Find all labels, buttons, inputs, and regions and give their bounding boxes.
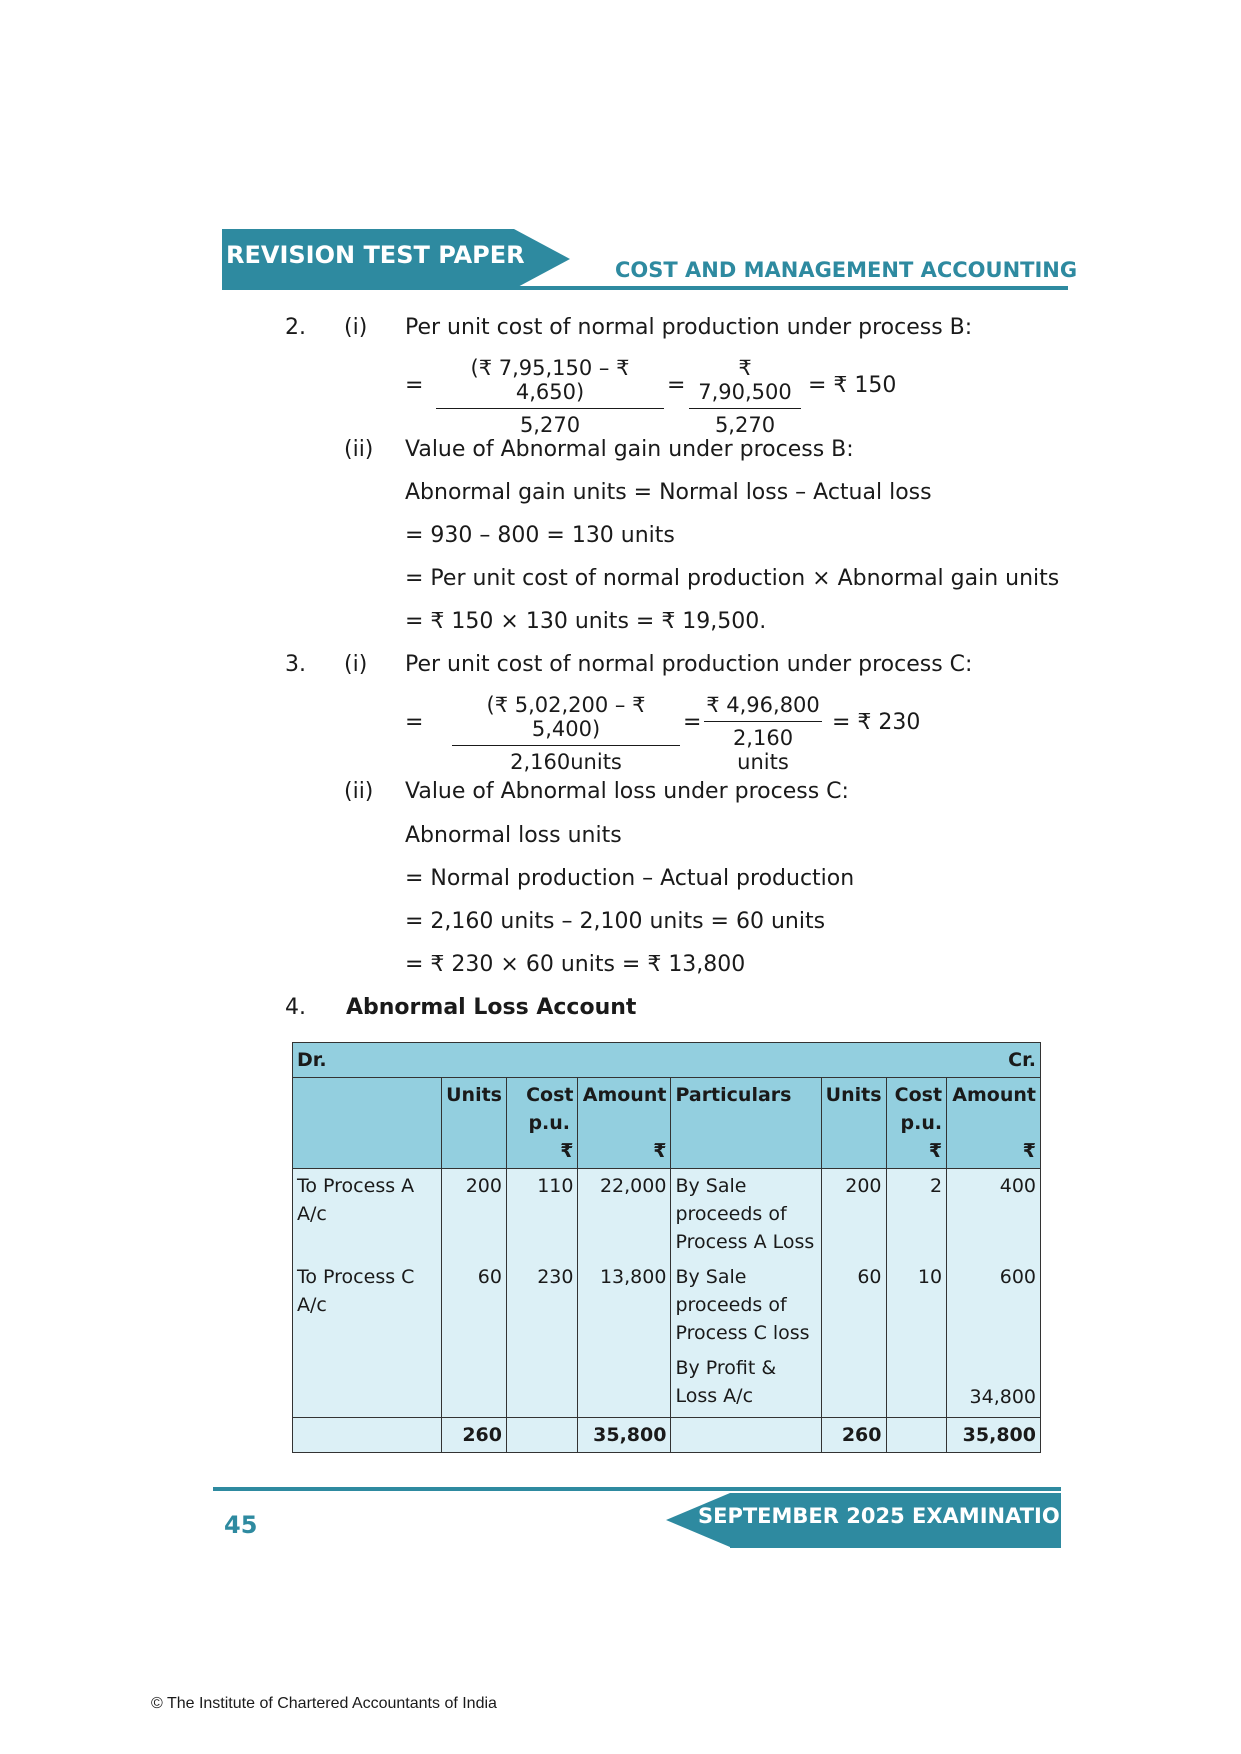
header-right-title: COST AND MANAGEMENT ACCOUNTING (615, 258, 1078, 282)
total-blank-1 (293, 1418, 442, 1453)
q2-ii-line-3: = Per unit cost of normal production × Abnormal gain units (405, 566, 1060, 591)
header-left-title: REVISION TEST PAPER (226, 241, 525, 269)
credit-row-1-amount: 400 (999, 1175, 1036, 1197)
header-rule (222, 286, 1068, 290)
header-cost-cr: Cost p.u. ₹ (886, 1078, 947, 1169)
debit-row-2-cost: 230 (537, 1266, 574, 1288)
q3-i-fraction-2 (704, 693, 822, 774)
q4-title: Abnormal Loss Account (346, 995, 637, 1020)
q3-ii-label: (ii) (344, 779, 374, 804)
debit-row-2-amount: 13,800 (599, 1266, 667, 1288)
credit-row-1-units: 200 (845, 1175, 882, 1197)
q3-i-fraction-1 (452, 693, 680, 774)
q2-ii-line-4: = ₹ 150 × 130 units = ₹ 19,500. (405, 609, 767, 634)
q3-i-equals: = (405, 710, 424, 735)
total-dr-amount: 35,800 (578, 1418, 671, 1453)
cr-label: Cr. (1008, 1049, 1036, 1071)
header-amount-dr: Amount ₹ (578, 1078, 671, 1169)
q3-ii-line-3: = 2,160 units – 2,100 units = 60 units (405, 909, 826, 934)
q2-i-numerator-2: ₹ 7,90,500 (689, 356, 801, 409)
debit-row-1-amount: 22,000 (599, 1175, 667, 1197)
credit-row-2-particular: By Sale proceeds of Process C loss (675, 1266, 810, 1344)
credit-units-cell (821, 1169, 886, 1418)
q3-i-equals-2: = (683, 710, 702, 735)
q3-i-heading: Per unit cost of normal production under process C: (405, 652, 973, 677)
credit-amount-cell (947, 1169, 1041, 1418)
total-cr-amount: 35,800 (947, 1418, 1041, 1453)
footer-rule (213, 1487, 1061, 1491)
credit-cost-cell (886, 1169, 947, 1418)
debit-row-2-units: 60 (477, 1266, 502, 1288)
header-units-dr: Units (442, 1078, 507, 1169)
q3-number: 3. (285, 652, 306, 677)
q3-i-numerator-1: (₹ 5,02,200 – ₹ 5,400) (452, 693, 680, 746)
dr-label: Dr. (297, 1049, 327, 1071)
q3-i-denominator-2: 2,160 units (732, 726, 794, 774)
q2-i-label: (i) (344, 315, 368, 340)
header-particulars-cr: Particulars (671, 1078, 821, 1169)
table-body-row (293, 1169, 1041, 1418)
debit-particulars-cell (293, 1169, 442, 1418)
table-total-row (293, 1418, 1041, 1453)
header-particulars-dr (293, 1078, 442, 1169)
q2-i-equals: = (405, 373, 424, 398)
q2-i-result: = ₹ 150 (808, 373, 897, 398)
header-amount-cr: Amount ₹ (947, 1078, 1041, 1169)
debit-units-cell (442, 1169, 507, 1418)
total-blank-3 (671, 1418, 821, 1453)
q2-ii-label: (ii) (344, 437, 374, 462)
copyright-notice: © The Institute of Chartered Accountants of India (151, 1695, 497, 1712)
q3-i-numerator-2: ₹ 4,96,800 (704, 693, 822, 722)
credit-particulars-cell (671, 1169, 821, 1418)
q3-i-label: (i) (344, 652, 368, 677)
table-dr-cr-row (293, 1043, 1041, 1078)
q2-ii-heading: Value of Abnormal gain under process B: (405, 437, 854, 462)
q3-ii-line-4: = ₹ 230 × 60 units = ₹ 13,800 (405, 952, 746, 977)
q2-i-fraction-2 (689, 356, 801, 437)
q3-ii-heading: Value of Abnormal loss under process C: (405, 779, 849, 804)
total-cr-units: 260 (821, 1418, 886, 1453)
q2-ii-line-1: Abnormal gain units = Normal loss – Actual loss (405, 480, 932, 505)
q2-i-heading: Per unit cost of normal production under process B: (405, 315, 973, 340)
credit-row-1-particular: By Sale proceeds of Process A Loss (675, 1175, 815, 1253)
table-header-row (293, 1078, 1041, 1169)
total-blank-4 (886, 1418, 947, 1453)
q3-i-result: = ₹ 230 (832, 710, 921, 735)
q3-ii-line-1: Abnormal loss units (405, 823, 622, 848)
credit-row-1-cost: 2 (929, 1175, 943, 1197)
q3-i-denominator-1: 2,160units (510, 750, 622, 774)
debit-row-1-units: 200 (465, 1175, 502, 1197)
credit-row-2-cost: 10 (917, 1266, 943, 1288)
header-units-cr: Units (821, 1078, 886, 1169)
q2-i-fraction-1 (436, 356, 664, 437)
header-cost-dr: Cost p.u. ₹ (506, 1078, 578, 1169)
q2-i-equals-2: = (667, 373, 686, 398)
credit-row-2-units: 60 (857, 1266, 882, 1288)
credit-row-3-amount: 34,800 (969, 1386, 1036, 1408)
page-number: 45 (224, 1511, 258, 1539)
credit-row-2-amount: 600 (999, 1266, 1036, 1288)
footer-exam-title: SEPTEMBER 2025 EXAMINATION (698, 1504, 1078, 1528)
total-dr-units: 260 (442, 1418, 507, 1453)
debit-row-1-particular: To Process A A/c (297, 1175, 415, 1225)
debit-row-1-cost: 110 (537, 1175, 574, 1197)
debit-row-2-particular: To Process C A/c (297, 1266, 415, 1316)
q2-ii-line-2: = 930 – 800 = 130 units (405, 523, 675, 548)
q2-i-denominator-1: 5,270 (519, 413, 581, 437)
q3-ii-line-2: = Normal production – Actual production (405, 866, 855, 891)
credit-row-3-particular: By Profit & Loss A/c (675, 1357, 777, 1407)
q2-number: 2. (285, 315, 306, 340)
debit-cost-cell (506, 1169, 578, 1418)
debit-amount-cell (578, 1169, 671, 1418)
q4-number: 4. (285, 995, 306, 1020)
q2-i-denominator-2: 5,270 (714, 413, 776, 437)
total-blank-2 (506, 1418, 578, 1453)
q2-i-numerator-1: (₹ 7,95,150 – ₹ 4,650) (436, 356, 664, 409)
abnormal-loss-account-table (292, 1042, 1041, 1453)
